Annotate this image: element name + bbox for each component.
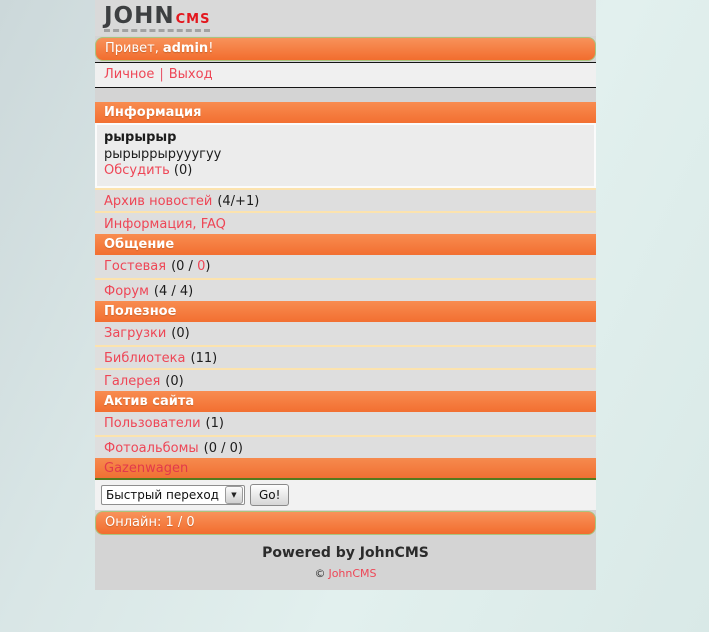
powered-by-text: Powered by JohnCMS bbox=[262, 544, 429, 561]
copyright-symbol: © bbox=[314, 566, 326, 580]
menu-item-users: Пользователи (1) bbox=[95, 412, 596, 435]
news-title: рырырыр bbox=[104, 130, 177, 145]
online-bar: Онлайн: 1 / 0 bbox=[95, 511, 596, 535]
news-body: рырыррырууугуу bbox=[104, 146, 222, 162]
menu-item-gallery: Галерея (0) bbox=[95, 368, 596, 391]
section-header-useful: Полезное bbox=[95, 301, 596, 322]
discuss-link[interactable]: Обсудить bbox=[104, 163, 170, 179]
footer bbox=[95, 536, 596, 590]
user-menu-row bbox=[95, 62, 596, 88]
menu-item-library: Библиотека (11) bbox=[95, 345, 596, 368]
personal-link[interactable]: Личное bbox=[104, 67, 155, 82]
user-menu-separator: | bbox=[159, 67, 164, 82]
menu-item-forum: Форум (4 / 4) bbox=[95, 278, 596, 301]
downloads-link[interactable]: Загрузки bbox=[104, 325, 167, 341]
menu-item-guestbook: Гостевая (0 / 0) bbox=[95, 255, 596, 278]
forum-link[interactable]: Форум bbox=[104, 283, 149, 299]
photo-albums-link[interactable]: Фотоальбомы bbox=[104, 440, 199, 456]
guestbook-link[interactable]: Гостевая bbox=[104, 258, 167, 274]
menu-item-downloads: Загрузки (0) bbox=[95, 322, 596, 345]
quick-nav-select[interactable] bbox=[101, 485, 245, 505]
go-button[interactable]: Go! bbox=[250, 484, 289, 506]
gazenwagen-link[interactable]: Gazenwagen bbox=[104, 460, 189, 476]
chevron-down-icon[interactable]: ▼ bbox=[225, 486, 243, 504]
menu-item-news-archive: Архив новостей (4/+1) bbox=[95, 188, 596, 211]
johncms-logo bbox=[104, 2, 211, 32]
spacer bbox=[95, 88, 596, 102]
logo-john-text: JOHN bbox=[104, 2, 175, 29]
greeting-bar bbox=[95, 37, 596, 61]
header-logo-bar bbox=[95, 0, 596, 36]
custom-link-row bbox=[95, 458, 596, 480]
library-link[interactable]: Библиотека bbox=[104, 350, 186, 366]
news-archive-link[interactable]: Архив новостей bbox=[104, 193, 213, 209]
greeting-username: admin bbox=[162, 41, 209, 56]
quick-nav-selected-value: Быстрый переход bbox=[106, 487, 219, 502]
users-link[interactable]: Пользователи bbox=[104, 415, 201, 431]
gallery-link[interactable]: Галерея bbox=[104, 373, 161, 389]
copyright-line bbox=[95, 567, 596, 580]
greeting-suffix: ! bbox=[208, 41, 214, 56]
menu-item-photo-albums: Фотоальбомы (0 / 0) bbox=[95, 435, 596, 458]
logo-cms-text: CMS bbox=[175, 11, 211, 27]
news-block bbox=[95, 123, 596, 188]
logout-link[interactable]: Выход bbox=[168, 67, 213, 82]
main-column bbox=[95, 0, 596, 590]
section-header-information: Информация bbox=[95, 102, 596, 123]
quick-nav-row bbox=[95, 480, 596, 510]
copyright-link[interactable]: JohnCMS bbox=[328, 566, 377, 580]
section-header-site-activity: Актив сайта bbox=[95, 391, 596, 412]
discuss-count: (0) bbox=[173, 163, 193, 179]
greeting-prefix: Привет, bbox=[105, 41, 159, 56]
section-header-communication: Общение bbox=[95, 234, 596, 255]
news-discuss-line bbox=[104, 163, 587, 180]
information-faq-link[interactable]: Информация, FAQ bbox=[104, 216, 226, 232]
menu-item-information-faq bbox=[95, 211, 596, 234]
